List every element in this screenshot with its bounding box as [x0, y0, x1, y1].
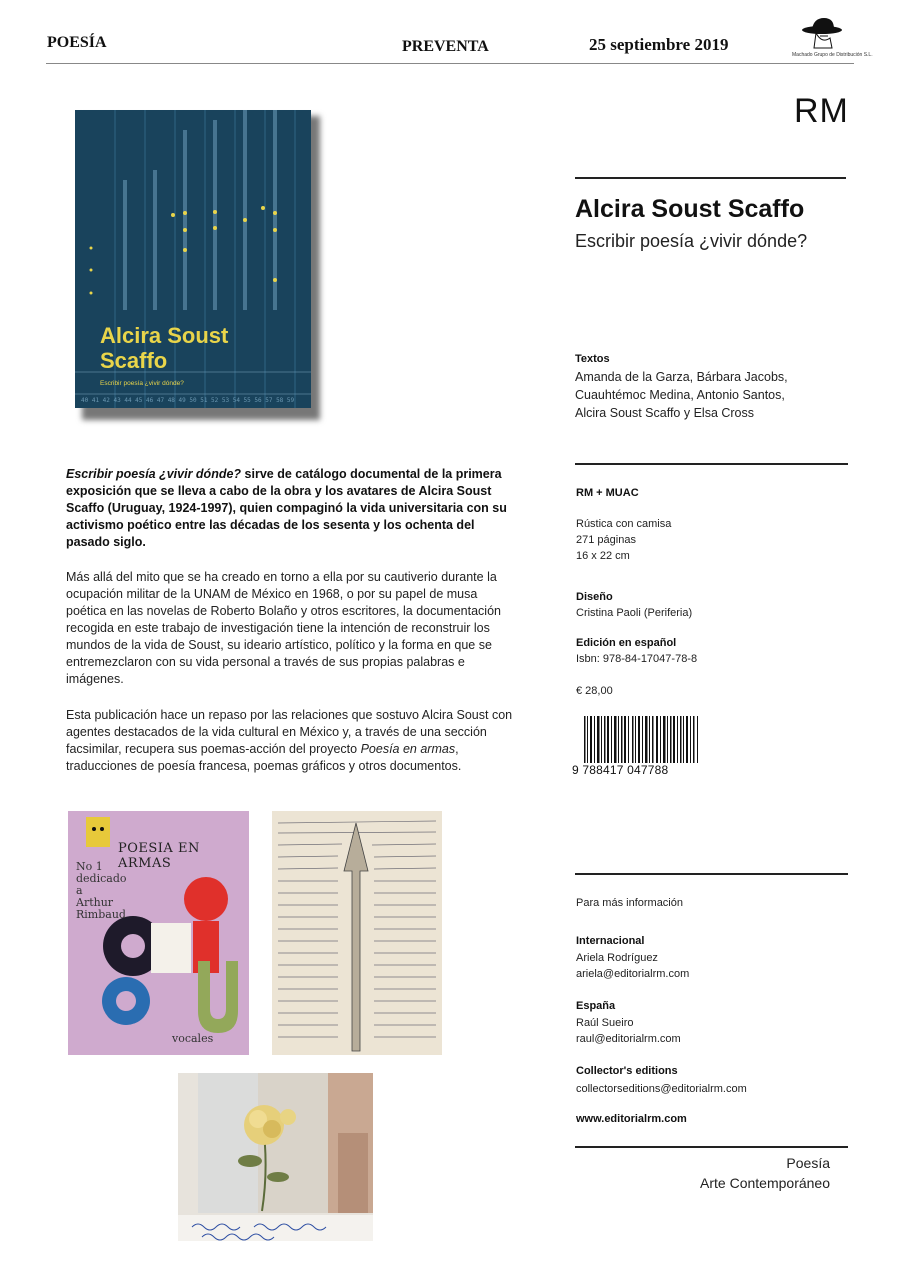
price: € 28,00 — [576, 685, 613, 697]
poster-number: No 1 — [76, 860, 103, 873]
details-rule — [575, 463, 848, 465]
design-label: Diseño — [576, 591, 613, 603]
book-title: Escribir poesía ¿vivir dónde? — [575, 231, 808, 251]
status-label: PREVENTA — [402, 38, 489, 55]
poster-dedication-line: dedicado — [76, 872, 127, 885]
isbn: Isbn: 978-84-17047-78-8 — [576, 653, 698, 665]
collectors-label: Collector's editions — [576, 1065, 678, 1077]
distributor-logo — [792, 14, 873, 62]
description-paragraph-3 — [66, 707, 516, 775]
contact-intl-label: Internacional — [576, 935, 645, 947]
contact-spain-label: España — [576, 1000, 616, 1012]
coedition: RM + MUAC — [576, 487, 639, 499]
footer-rule — [575, 1146, 848, 1148]
svg-text:40 41 42 43 44 45 46 47 48 49: 40 41 42 43 44 45 46 47 48 49 50 51 52 53 54 55 56 57 58 59 — [81, 397, 295, 404]
contact-rule — [575, 873, 848, 875]
description-lead — [66, 466, 516, 551]
title-rule — [575, 177, 846, 179]
book-specs — [576, 516, 671, 564]
barcode-number: 9 788417 047788 — [572, 763, 698, 777]
cover-title-line2: Scaffo — [100, 348, 168, 373]
poster-footer: vocales — [172, 1032, 214, 1045]
texts-line: Cuauhtémoc Medina, Antonio Santos, — [575, 388, 785, 402]
release-date: 25 septiembre 2019 — [589, 35, 729, 54]
texts-line: Alcira Soust Scaffo y Elsa Cross — [575, 406, 755, 420]
spec-pages: 271 páginas — [576, 534, 636, 546]
description-lead-body: sirve de catálogo documental de la primera exposición que se lleva a cabo de la obra y los avatares de Alcira Soust Scaffo (Uruguay, 1924-1997), quien compaginó la vida universitaria con su activismo poético entre las décadas de los sesenta y los ochenta del pasado siglo. — [66, 467, 507, 549]
website-link[interactable]: www.editorialrm.com — [576, 1113, 687, 1125]
header-divider — [46, 63, 854, 64]
manuscript-artwork — [272, 811, 442, 1055]
book-cover — [75, 110, 311, 408]
category-contemporary-art: Arte Contemporáneo — [700, 1175, 830, 1191]
poster-dedication-line: Rimbaud — [76, 908, 126, 921]
contact-intl-email[interactable]: ariela@editorialrm.com — [576, 968, 690, 980]
collectors-email[interactable]: collectorseditions@editorialrm.com — [576, 1083, 747, 1095]
contact-intro: Para más información — [576, 897, 683, 909]
description-paragraph-2: Más allá del mito que se ha creado en torno a ella por su cautiverio durante la ocupación militar de la UNAM de México en 1968, o por su papel de musa poética en las novelas de Roberto Bolaño y otros escritores, la documentación recogida en este trabajo de investigación tiene la intención de reconstruir los mundos de la vida de Soust, su ideario artístico, político y la forma en que se entremezclaron con su vida personal a través de sus propias palabras e imágenes. — [66, 570, 501, 686]
category-poetry: Poesía — [786, 1155, 830, 1171]
contact-intl-name: Ariela Rodríguez — [576, 952, 658, 964]
texts-label: Textos — [575, 353, 610, 365]
design-value: Cristina Paoli (Periferia) — [576, 607, 693, 619]
edition-label: Edición en español — [576, 637, 677, 649]
poster-dedication — [76, 861, 127, 921]
section-label: POESÍA — [47, 34, 107, 51]
hat-figure-icon — [792, 14, 860, 54]
contact-spain-email[interactable]: raul@editorialrm.com — [576, 1033, 681, 1045]
rose-photo — [178, 1073, 373, 1241]
poster-poesia-en-armas — [68, 811, 249, 1055]
description-lead-title: Escribir poesía ¿vivir dónde? — [66, 467, 242, 481]
p3-text-b: , traducciones de poesía francesa, poemas gráficos y otros documentos. — [66, 742, 462, 773]
publisher-mark: RM — [794, 92, 849, 130]
manuscript-image — [272, 811, 442, 1055]
p3-italic-title: Poesía en armas — [360, 742, 456, 756]
spec-size: 16 x 22 cm — [576, 550, 630, 562]
texts-line: Amanda de la Garza, Bárbara Jacobs, — [575, 370, 788, 384]
logo-caption: Machado Grupo de Distribución S.L. — [792, 52, 873, 58]
spec-binding: Rústica con camisa — [576, 518, 672, 530]
p3-text-a: Esta publicación hace un repaso por las relaciones que sostuvo Alcira Soust con agentes destacados de la vida cultural en México y, a través de una sección facsimilar, recupera sus poemas-acción del proyecto — [66, 708, 513, 756]
cover-title-line1: Alcira Soust — [100, 323, 229, 348]
contact-spain-name: Raúl Sueiro — [576, 1017, 634, 1029]
poster-dedication-line: Arthur — [76, 896, 114, 909]
book-author: Alcira Soust Scaffo — [575, 195, 805, 223]
rose-artwork — [178, 1073, 373, 1241]
cover-title — [100, 323, 228, 373]
isbn-barcode — [572, 716, 702, 780]
texts-authors — [575, 368, 788, 422]
cover-subtitle: Escribir poesía ¿vivir dónde? — [100, 380, 184, 387]
poster-title: POESIA EN ARMAS — [118, 841, 200, 871]
poster-dedication-line: a — [76, 884, 83, 897]
